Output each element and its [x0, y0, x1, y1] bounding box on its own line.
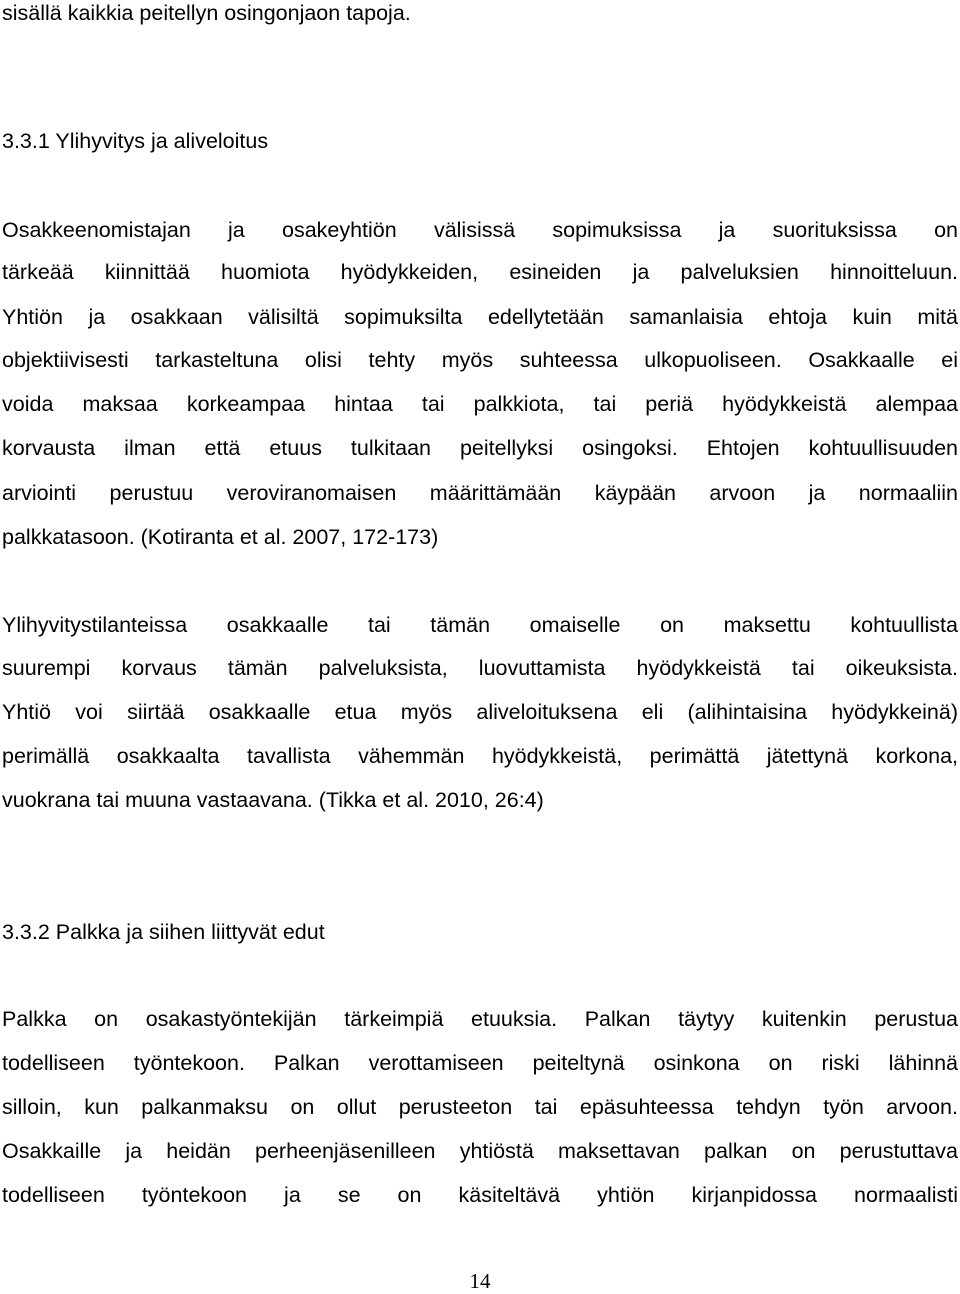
paragraph-line: sisällä kaikkia peitellyn osingonjaon tapoja. [2, 1, 411, 25]
paragraph-line: tärkeää kiinnittää huomiota hyödykkeiden, esineiden ja palveluksien hinnoitteluun. [2, 260, 958, 284]
paragraph-line: silloin, kun palkanmaksu on ollut perusteeton tai epäsuhteessa tehdyn työn arvoon. [2, 1095, 958, 1119]
paragraph-line: arviointi perustuu veroviranomaisen määrittämään käypään arvoon ja normaaliin [2, 481, 958, 505]
page-number: 14 [469, 1269, 491, 1293]
paragraph-line: Palkka on osakastyöntekijän tärkeimpiä etuuksia. Palkan täytyy kuitenkin perustua [2, 1007, 958, 1031]
paragraph-line: Yhtiö voi siirtää osakkaalle etua myös aliveloituksena eli (alihintaisina hyödykkeinä) [2, 700, 958, 724]
paragraph-line: Osakkeenomistajan ja osakeyhtiön välisissä sopimuksissa ja suorituksissa on [2, 218, 958, 242]
paragraph-line: Osakkaille ja heidän perheenjäsenilleen yhtiöstä maksettavan palkan on perustuttava [2, 1139, 958, 1163]
paragraph-line: palkkatasoon. (Kotiranta et al. 2007, 172-173) [2, 525, 439, 549]
section-heading-3-3-2: 3.3.2 Palkka ja siihen liittyvät edut [2, 920, 325, 944]
paragraph-line: todelliseen työntekoon ja se on käsiteltävä yhtiön kirjanpidossa normaalisti [2, 1183, 958, 1207]
paragraph-line: korvausta ilman että etuus tulkitaan peitellyksi osingoksi. Ehtojen kohtuullisuuden [2, 436, 958, 460]
paragraph-line: Ylihyvitystilanteissa osakkaalle tai tämän omaiselle on maksettu kohtuullista [2, 613, 958, 637]
section-heading-3-3-1: 3.3.1 Ylihyvitys ja aliveloitus [2, 129, 269, 153]
paragraph-line: voida maksaa korkeampaa hintaa tai palkkiota, tai periä hyödykkeistä alempaa [2, 392, 958, 416]
paragraph-line: suurempi korvaus tämän palveluksista, luovuttamista hyödykkeistä tai oikeuksista. [2, 656, 958, 680]
paragraph-line: Yhtiön ja osakkaan välisiltä sopimuksilta edellytetään samanlaisia ehtoja kuin mitä [2, 305, 958, 329]
paragraph-line: todelliseen työntekoon. Palkan verottamiseen peiteltynä osinkona on riski lähinnä [2, 1051, 958, 1075]
paragraph-line: objektiivisesti tarkasteltuna olisi tehty myös suhteessa ulkopuoliseen. Osakkaalle ei [2, 348, 958, 372]
paragraph-line: vuokrana tai muuna vastaavana. (Tikka et al. 2010, 26:4) [2, 788, 544, 812]
paragraph-line: perimällä osakkaalta tavallista vähemmän hyödykkeistä, perimättä jätettynä korkona, [2, 744, 958, 768]
